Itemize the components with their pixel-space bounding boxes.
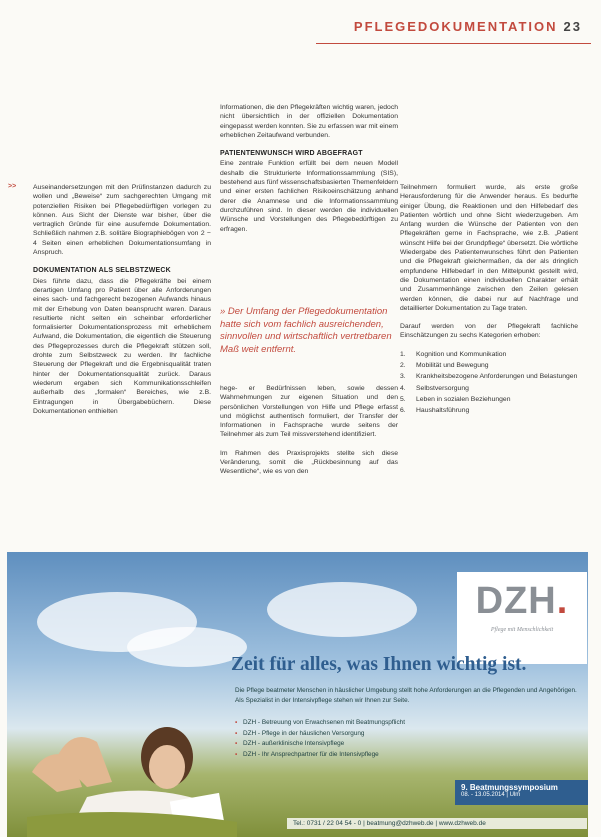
col2-heading: PATIENTENWUNSCH WIRD ABGEFRAGT — [220, 150, 363, 158]
ad-headline: Zeit für alles, was Ihnen wichtig ist. — [231, 654, 527, 675]
ad-bullet-list — [235, 718, 405, 760]
woman-reading-illustration — [27, 687, 237, 837]
col1-heading: DOKUMENTATION ALS SELBSTZWECK — [33, 267, 171, 275]
list-item: 6. Haushaltsführung — [400, 407, 470, 415]
ad-body-text: Die Pflege beatmeter Menschen in häuslicher Umgebung stellt hohe Anforderungen an die Pflegenden und Angehörigen. Als Spezialist in der Intensivpflege stehen wir Ihnen zur Seite. — [235, 687, 577, 704]
col3-paragraph-1: Teilnehmern formuliert wurde, als erste große Herausforderung für die Anwender heraus. Es bedurfte einiger Übung, die Reaktionen und den Hilfebedarf des Patienten wörtlich und ohne Sicht wiederzugeben. Am Anfang wurden die Wünsche der Patienten von den Pflegekräften gerne in Fachsprache, wie z.B. „Patient wünscht Hilfe bei der Grundpflege“ übersetzt. Die wörtliche Wiedergabe des Patientenwunsches führt den Patienten und die Pflegekraft gleichermaßen, da der als dringlich empfundene Hilfebedarf in den Mittelpunkt gestellt wird, die Dokumentation einen individuellen Charakter erhält und Zusammenhänge zwischen den Zeilen gelesen werden können, die dabei nur auf Nachfrage und detaillierter Dokumentation zu Tage traten. — [400, 184, 578, 312]
col1-paragraph-1: Auseinandersetzungen mit den Prüfinstanzen dadurch zu wollen und „Beweise“ zum sachgerechten Umgang mit potenziellen Risiken bei Pflegebedürftigen vorlegen zu können. Aus Sicht der Dienste war bisher, über die vertraglich Gründe für eine ausufernde Dokumentation. Schließlich nahmen z.B. solitäre Biographiebögen von 2 − 4 Seiten einen erheblichen Dokumentationsumfang in Anspruch. — [33, 184, 211, 257]
page-header — [354, 19, 582, 34]
advertisement — [7, 552, 588, 837]
ad-bullet: ▪ DZH - Betreuung von Erwachsenen mit Beatmungspflicht — [235, 719, 405, 726]
ad-bullet: ▪ DZH - Ihr Ansprechpartner für die Intensivpflege — [235, 750, 379, 758]
logo-text: DZH. — [475, 580, 569, 622]
col2-paragraph-2: Eine zentrale Funktion erfüllt bei dem neuen Modell deshalb die Strukturierte Informationssammlung (SIS), bestehend aus fünf wissenschaftsbasierten Themenfeldern und einer ersten fachlichen Risikoeinschätzung anhand derer die Anamnese und die Informationssammlung durchzuführen sind. In dieser werden die individuellen Wünsche und Vorstellungen des Pflegebedürftigen zu erfragen. — [220, 160, 398, 233]
continuation-arrow: >> — [8, 183, 17, 190]
column-3 — [400, 183, 578, 418]
list-item: 1. Kognition und Kommunikation — [400, 350, 507, 358]
cloud-shape — [267, 582, 417, 637]
ad-contact-line: Tel.: 0731 / 22 04 54 - 0 | beatmung@dzhweb.de | www.dzhweb.de — [287, 818, 587, 829]
col2-paragraph-3: hege- er Bedürfnissen leben, sowie dessen Wahrnehmungen zur eigenen Situation und den persönlichen Vorstellungen von Hilfe und Pflege erfasst und möglichst authentisch formuliert, der Transfer der Informationen in Fachsprache wurde seitens der Teilnehmer als zum Teil missverstehend identifiziert. — [220, 385, 398, 439]
ad-bullet: ▪ DZH - Pflege in der häuslichen Versorgung — [235, 729, 365, 737]
col3-paragraph-2: Darauf werden von der Pflegekraft fachliche Einschätzungen zu sechs Kategorien erhoben: — [400, 323, 578, 340]
pull-quote: » Der Umfang der Pflegedokumentation hatte sich vom fachlich ausreichenden, sinnvollen und wirtschaftlich vertretbaren Maß weit entfernt. — [220, 306, 392, 355]
logo-tagline: Pflege mit Menschlichkeit — [490, 627, 554, 633]
list-item: 4. Selbstversorgung — [400, 384, 469, 392]
event-banner — [455, 780, 588, 805]
ad-bullet: ▪ DZH - außerklinische Intensivpflege — [235, 740, 345, 747]
page-number: 23 — [563, 19, 582, 34]
column-2-top — [220, 103, 398, 243]
cloud-shape — [127, 627, 247, 667]
col2-paragraph-1: Informationen, die den Pflegekräften wichtig waren, jedoch nicht übersichtlich in der offiziellen Dokumentation eingepasst werden konnten. Sie zu erfassen war mit einem erheblichen Zeitaufwand verbunden. — [220, 104, 398, 139]
column-2-bottom — [220, 384, 398, 486]
col1-paragraph-2: Dies führte dazu, dass die Pflegekräfte bei einem derartigen Umfang pro Patient über alle Anforderungen eines sach- und fachgerecht bezogenen Aufwands hinaus mit der Erhebung von Daten beansprucht waren. Daraus resultierte nicht selten ein scheinbar erforderlicher formalisierter Dokumentationsprozess mit erheblichem Aufwand, die Dokumentation, die eigentlich die Steuerung des Pflegeprozesses durch die Pflegekraft stützen soll, drohte zum Selbstzweck zu werden. Ihr fachliche Steuerung der Pflegekraft und die Ergebnisqualität traten hinter der Dokumentationsqualität zurück. Daraus wiederum ergaben sich Kommunikationsschleifen außerhalb des „formalen“ Bereiches, wie z.B. Eintragungen in Übergabebüchern. Diese Dokumentationen enthielten — [33, 277, 211, 415]
list-item: 5. Leben in sozialen Beziehungen — [400, 395, 511, 403]
column-1 — [33, 183, 211, 425]
header-rule — [316, 43, 591, 44]
col2-paragraph-4: Im Rahmen des Praxisprojekts stellte sich diese Veränderung, somit die „Rückbesinnung auf das Wesentliche“, wie es von den — [220, 449, 398, 476]
brand-logo — [457, 572, 587, 664]
event-title: 9. Beatmungssymposium — [461, 783, 558, 792]
category-list — [400, 350, 578, 416]
event-date: 08. - 13.05.2014 | Ulm — [461, 792, 521, 798]
list-item: 3. Krankheitsbezogene Anforderungen und Belastungen — [400, 373, 578, 381]
header-title: PFLEGEDOKUMENTATION — [353, 19, 558, 34]
list-item: 2. Mobilität und Bewegung — [400, 362, 489, 370]
